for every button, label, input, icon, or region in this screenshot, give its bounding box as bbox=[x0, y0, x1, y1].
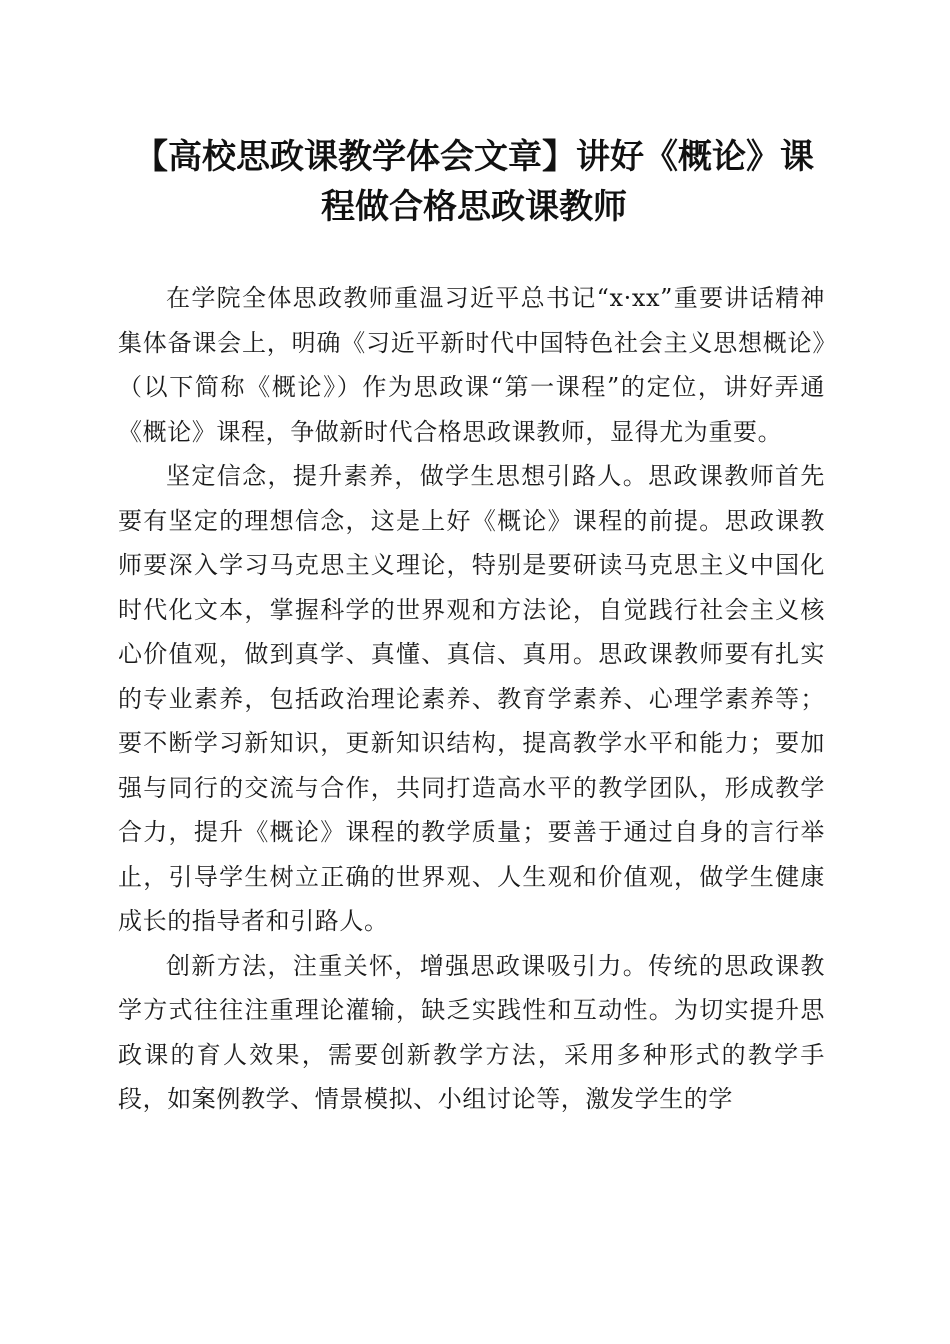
document-body bbox=[118, 276, 825, 1122]
paragraph: 创新方法，注重关怀，增强思政课吸引力。传统的思政课教学方式往往注重理论灌输，缺乏实践性和互动性。为切实提升思政课的育人效果，需要创新教学方法，采用多种形式的教学手段，如案例教学、情景模拟、小组讨论等，激发学生的学 bbox=[118, 951, 825, 1113]
paragraph: 在学院全体思政教师重温习近平总书记“x·xx”重要讲话精神集体备课会上，明确《习近平新时代中国特色社会主义思想概论》（以下简称《概论》）作为思政课“第一课程”的定位，讲好弄通《概论》课程，争做新时代合格思政课教师，显得尤为重要。 bbox=[118, 284, 825, 446]
document-title: 【高校思政课教学体会文章】讲好《概论》课程做合格思政课教师 bbox=[134, 137, 814, 227]
paragraph: 坚定信念，提升素养，做学生思想引路人。思政课教师首先要有坚定的理想信念，这是上好《概论》课程的前提。思政课教师要深入学习马克思主义理论，特别是要研读马克思主义中国化时代化文本，掌握科学的世界观和方法论，自觉践行社会主义核心价值观，做到真学、真懂、真信、真用。思政课教师要有扎实的专业素养，包括政治理论素养、教育学素养、心理学素养等；要不断学习新知识，更新知识结构，提高教学水平和能力；要加强与同行的交流与合作，共同打造高水平的教学团队，形成教学合力，提升《概论》课程的教学质量；要善于通过自身的言行举止，引导学生树立正确的世界观、人生观和价值观，做学生健康成长的指导者和引路人。 bbox=[118, 462, 825, 935]
